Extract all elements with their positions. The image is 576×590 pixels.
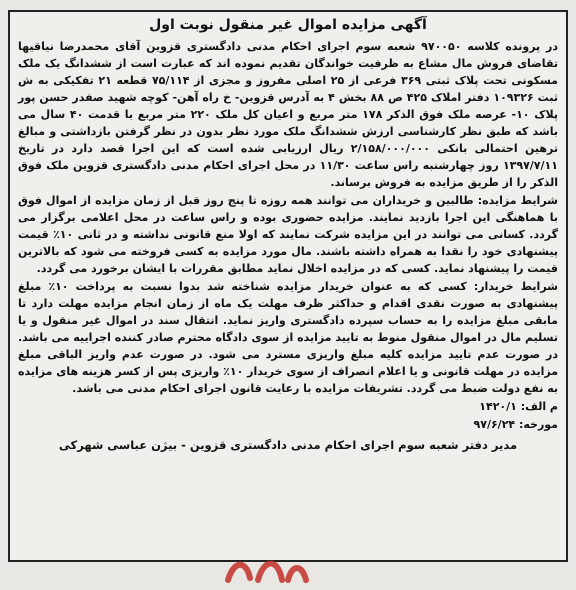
- notice-paragraph-auction-terms: شرایط مزایده: طالبین و خریداران می توانند همه روزه تا پنج روز قبل از زمان مزایده از اموال فوق با هماهنگی این اجرا بازدید نمایند. مزایده حضوری بوده و راس ساعت در محل اعلامی برگزار می گردد. کسانی می توانند در این مزایده شرکت نمایند که اولا منع قانونی نداشته و در ثانی ۱۰٪ قیمت پیشنهادی خود را نقدا به همراه داشته باشند. مال مورد مزایده به کسی فروخته می شود که بالاترین قیمت را پیشنهاد نماید. کسی که در مزایده اخلال نماید مطابق مقررات با ایشان برخورد می گردد.: [18, 194, 558, 275]
- notice-reference: م الف: ۱۴۲۰/۱: [479, 400, 558, 413]
- red-stamp-mark: [220, 540, 310, 590]
- notice-signature: مدیر دفتر شعبه سوم اجرای احکام مدنی دادگستری قزوین - بیژن عباسی شهرکی: [58, 438, 518, 452]
- notice-paragraph-property: در پرونده کلاسه ۹۷۰۰۵۰ شعبه سوم اجرای احکام مدنی دادگستری قزوین آقای محمدرضا نیاقیها تقاضای فروش مال مشاع به ظرفیت خواندگان تقدیم نموده اند که عبارت است از ششدانگ یک ملک مسکونی تحت پلاک ثبتی ۳۶۹ فرعی از ۲۵ اصلی مفروز و مجزی از ۷۵/۱۱۴ قطعه ۲۱ تفکیکی به ش ثبت ۱۰۹۳۲۶ دفتر املاک ۴۲۵ ص ۸۸ بخش ۴ به آدرس قزوین- خ راه آهن- کوچه شهید صفدر حسن پور پلاک ۱۰- عرصه ملک فوق الذکر ۱۷۸ متر مربع و اعیان کل ملک ۲۲۰ متر مربع با قدمت ۴۰ سال می باشد که طبق نظر کارشناسی ارزش ششدانگ ملک مورد نظر بدون در نظر گرفتن بازداشتی و مبالغ ترهین احتمالی بانکی ۲/۱۵۸/۰۰۰/۰۰۰ ریال ارزیابی شده است که این اجرا قصد دارد در تاریخ ۱۳۹۷/۷/۱۱ روز چهارشنبه راس ساعت ۱۱/۳۰ در محل اجرای احکام مدنی دادگستری قزوین ملک فوق الذکر را از طریق مزایده به فروش برساند.: [18, 40, 558, 189]
- notice-paragraph-buyer-terms: شرایط خریدار: کسی که به عنوان خریدار مزایده شناخته شد بدوا نسبت به پرداخت ۱۰٪ مبلغ پیشنهادی به صورت نقدی اقدام و حداکثر ظرف مهلت یک ماه از زمان انجام مزایده مهلت دارد تا مابقی مبلغ مزایده را به حساب سپرده دادگستری واریز نماید. انتقال سند در اموال غیر منقول و یا تسلیم مال در اموال منقول منوط به تایید مزایده از سوی دادگاه محترم صادر کننده اجراییه می باشد. در صورت عدم تایید مزایده کلیه مبلغ واریزی مسترد می شود. در صورت عدم واریز الباقی مبلغ مزایده در مهلت قانونی و یا اعلام انصراف از سوی خریدار ۱۰٪ واریزی پس از کسر هزینه های مزایده به نفع دولت ضبط می گردد. تشریفات مزایده با رعایت قانون اجرای احکام مدنی می باشد.: [18, 280, 559, 395]
- notice-title: آگهی مزایده اموال غیر منقول نوبت اول: [149, 17, 427, 33]
- auction-notice: [8, 10, 568, 562]
- notice-date: مورخه: ۹۷/۶/۲۴: [473, 418, 558, 431]
